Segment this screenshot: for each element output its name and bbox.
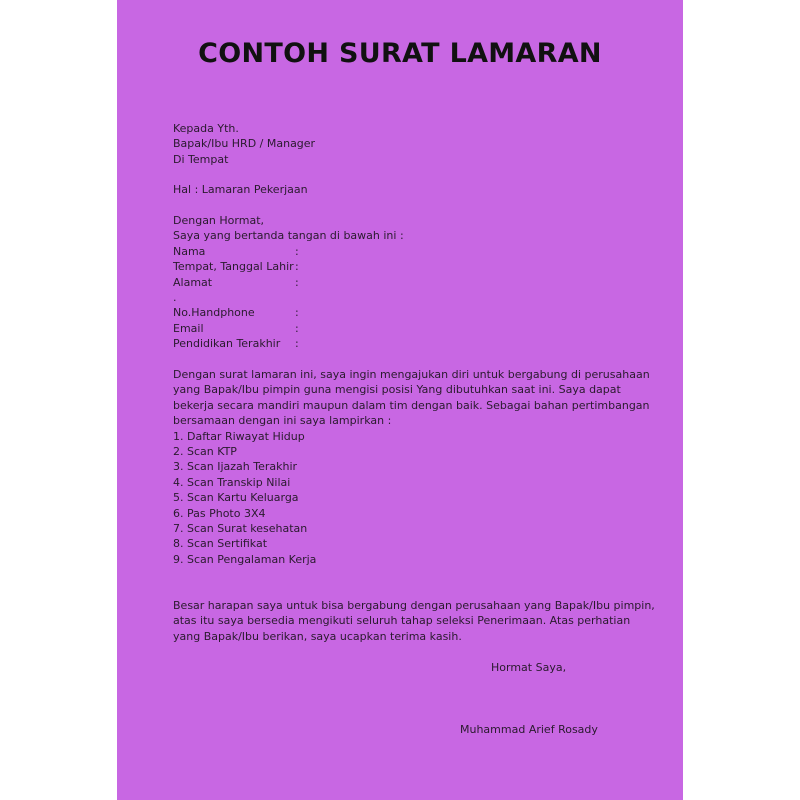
field-row <box>173 336 404 351</box>
text-line: atas itu saya bersedia mengikuti seluruh tahap seleksi Penerimaan. Atas perhatian <box>173 614 631 628</box>
attachment-item: 9. Scan Pengalaman Kerja <box>173 552 317 566</box>
personal-fields <box>173 244 404 352</box>
field-row <box>173 290 404 305</box>
attachment-item: 4. Scan Transkip Nilai <box>173 475 291 489</box>
field-colon: : <box>295 337 299 351</box>
field-label: Tempat, Tanggal Lahir <box>173 260 294 274</box>
attachment-item: 6. Pas Photo 3X4 <box>173 506 266 520</box>
text-line: bersamaan dengan ini saya lampirkan : <box>173 414 392 428</box>
field-label: Alamat <box>173 275 213 289</box>
recipient-address <box>173 121 315 167</box>
field-label: Pendidikan Terakhir <box>173 337 281 351</box>
field-row <box>173 305 404 320</box>
attachment-list <box>173 429 650 568</box>
signer-name: Muhammad Arief Rosady <box>460 723 598 736</box>
closing-paragraph <box>173 598 655 644</box>
text-line: Besar harapan saya untuk bisa bergabung dengan perusahaan yang Bapak/Ibu pimpin, <box>173 599 655 612</box>
text-line: Di Tempat <box>173 152 229 166</box>
field-colon: : <box>295 260 299 274</box>
field-row <box>173 275 404 290</box>
sign-off: Hormat Saya, <box>491 661 567 674</box>
field-label: No.Handphone <box>173 306 255 320</box>
text-line: Kepada Yth. <box>173 122 239 135</box>
letter-page <box>117 0 683 800</box>
attachment-item: 3. Scan Ijazah Terakhir <box>173 460 298 474</box>
body-paragraph <box>173 367 650 429</box>
text-line: yang Bapak/Ibu berikan, saya ucapkan terima kasih. <box>173 629 462 643</box>
letter-body <box>173 367 650 567</box>
field-label: Email <box>173 321 204 335</box>
field-label: . <box>173 290 177 304</box>
field-colon: : <box>295 275 299 289</box>
field-row <box>173 321 404 336</box>
field-label: Nama <box>173 244 206 258</box>
field-row <box>173 259 404 274</box>
text-line: Bapak/Ibu HRD / Manager <box>173 137 316 151</box>
field-row <box>173 244 404 259</box>
attachment-item: 8. Scan Sertifikat <box>173 537 268 551</box>
attachment-item: 7. Scan Surat kesehatan <box>173 521 308 535</box>
greeting-lines <box>173 213 404 244</box>
field-colon: : <box>295 321 299 335</box>
field-colon: : <box>295 244 299 258</box>
greeting-and-fields <box>173 213 404 352</box>
text-line: Dengan surat lamaran ini, saya ingin mengajukan diri untuk bergabung di perusahaan <box>173 368 650 381</box>
text-line: bekerja secara mandiri maupun dalam tim dengan baik. Sebagai bahan pertimbangan <box>173 398 650 412</box>
subject-line <box>173 182 308 197</box>
attachment-item: 5. Scan Kartu Keluarga <box>173 491 299 505</box>
letter-title: CONTOH SURAT LAMARAN <box>198 38 602 69</box>
attachment-item: 2. Scan KTP <box>173 444 237 458</box>
subject-text: Hal : Lamaran Pekerjaan <box>173 183 308 196</box>
text-line: Dengan Hormat, <box>173 214 264 227</box>
field-colon: : <box>295 306 299 320</box>
text-line: Saya yang bertanda tangan di bawah ini : <box>173 229 404 243</box>
text-line: yang Bapak/Ibu pimpin guna mengisi posisi Yang dibutuhkan saat ini. Saya dapat <box>173 383 621 397</box>
attachment-item: 1. Daftar Riwayat Hidup <box>173 429 305 443</box>
